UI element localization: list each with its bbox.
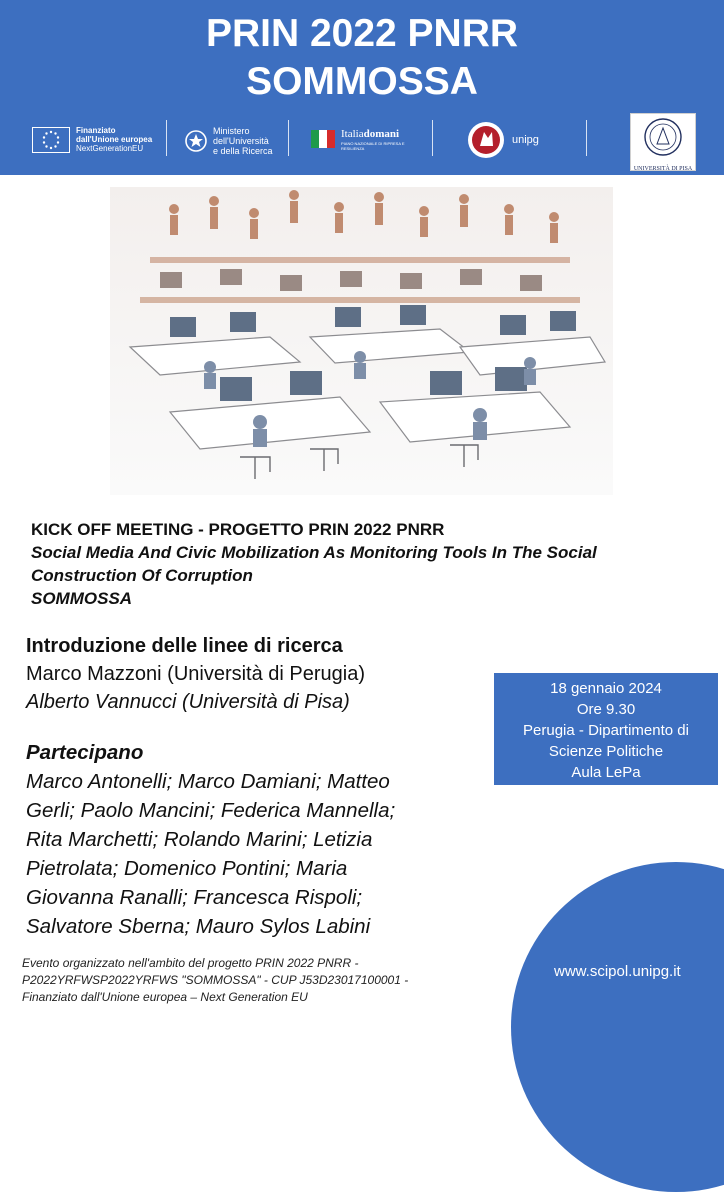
italia-logo-prefix: Italia bbox=[341, 127, 364, 140]
participants-heading: Partecipano bbox=[26, 741, 144, 764]
pisa-logo-label: UNIVERSITÀ DI PISA bbox=[633, 166, 693, 172]
italia-domani-icon bbox=[308, 124, 338, 154]
mur-logo-line3: e della Ricerca bbox=[213, 146, 273, 156]
event-date: 18 gennaio 2024 bbox=[550, 680, 662, 697]
intro-speaker1: Marco Mazzoni (Università di Perugia) bbox=[26, 663, 366, 685]
event-place1: Perugia - Dipartimento di bbox=[523, 722, 689, 739]
eu-flag-icon bbox=[32, 127, 70, 153]
header-title-line1: PRIN 2022 PNRR bbox=[205, 12, 519, 55]
header-title-line2: SOMMOSSA bbox=[246, 60, 478, 103]
eu-logo-line2: dall'Unione europea bbox=[76, 135, 153, 144]
intro-heading: Introduzione delle linee di ricerca bbox=[26, 635, 343, 657]
meeting-line4: SOMMOSSA bbox=[31, 589, 133, 608]
footer-line1: Evento organizzato nell'ambito del progetto PRIN 2022 PNRR - bbox=[22, 956, 359, 970]
pisa-seal-icon bbox=[631, 114, 695, 160]
eu-logo-line3: NextGenerationEU bbox=[76, 144, 144, 153]
mur-logo-line1: Ministero bbox=[213, 126, 250, 136]
emblem-icon bbox=[184, 128, 208, 154]
header-banner bbox=[0, 0, 724, 175]
mur-logo-line2: dell'Università bbox=[213, 136, 269, 146]
footer-note bbox=[22, 955, 482, 1006]
participants-line: Rita Marchetti; Rolando Marini; Letizia bbox=[26, 828, 373, 851]
italia-logo-sub: PIANO NAZIONALE DI RIPRESA E RESILIENZA bbox=[341, 140, 405, 151]
italiadomani-logo bbox=[308, 124, 411, 154]
participants-line: Giovanna Ranalli; Francesca Rispoli; bbox=[26, 886, 363, 909]
website-link[interactable]: www.scipol.unipg.it bbox=[554, 963, 681, 980]
participants-line: Salvatore Sberna; Mauro Sylos Labini bbox=[26, 915, 371, 938]
footer-line2: P2022YRFWSP2022YRFWS "SOMMOSSA" - CUP J53D23017100001 - bbox=[22, 973, 409, 987]
griffin-seal-icon bbox=[466, 120, 506, 160]
event-time: Ore 9.30 bbox=[576, 701, 636, 718]
intro-section bbox=[26, 632, 365, 716]
meeting-line2: Social Media And Civic Mobilization As Monitoring Tools In The Social bbox=[31, 543, 597, 562]
logo-separator bbox=[432, 120, 433, 156]
participants-section bbox=[26, 738, 395, 941]
office-illustration bbox=[110, 187, 613, 495]
participants-line: Gerli; Paolo Mancini; Federica Mannella; bbox=[26, 799, 396, 822]
unipg-label: unipg bbox=[512, 134, 539, 146]
participants-line: Marco Antonelli; Marco Damiani; Matteo bbox=[26, 770, 390, 793]
event-place2: Scienze Politiche bbox=[548, 743, 664, 760]
eu-logo-line1: Finanziato bbox=[76, 126, 116, 135]
eu-logo bbox=[32, 126, 152, 153]
intro-speaker2: Alberto Vannucci (Università di Pisa) bbox=[26, 691, 350, 713]
event-room: Aula LePa bbox=[571, 764, 641, 781]
event-info-box bbox=[494, 673, 718, 785]
footer-line3: Finanziato dall'Unione europea – Next Generation EU bbox=[22, 990, 308, 1004]
meeting-title bbox=[31, 518, 711, 610]
meeting-line1: KICK OFF MEETING - PROGETTO PRIN 2022 PNRR bbox=[31, 520, 445, 539]
unipg-logo bbox=[466, 120, 539, 160]
logo-separator bbox=[586, 120, 587, 156]
meeting-line3: Construction Of Corruption bbox=[31, 566, 253, 585]
logo-strip bbox=[0, 112, 724, 170]
participants-line: Pietrolata; Domenico Pontini; Maria bbox=[26, 857, 348, 880]
logo-separator bbox=[166, 120, 167, 156]
mur-logo bbox=[184, 126, 273, 156]
pisa-logo bbox=[630, 113, 696, 171]
office-scene-image bbox=[110, 187, 613, 495]
italia-logo-suffix: domani bbox=[363, 127, 400, 140]
decorative-circle bbox=[511, 862, 724, 1192]
logo-separator bbox=[288, 120, 289, 156]
